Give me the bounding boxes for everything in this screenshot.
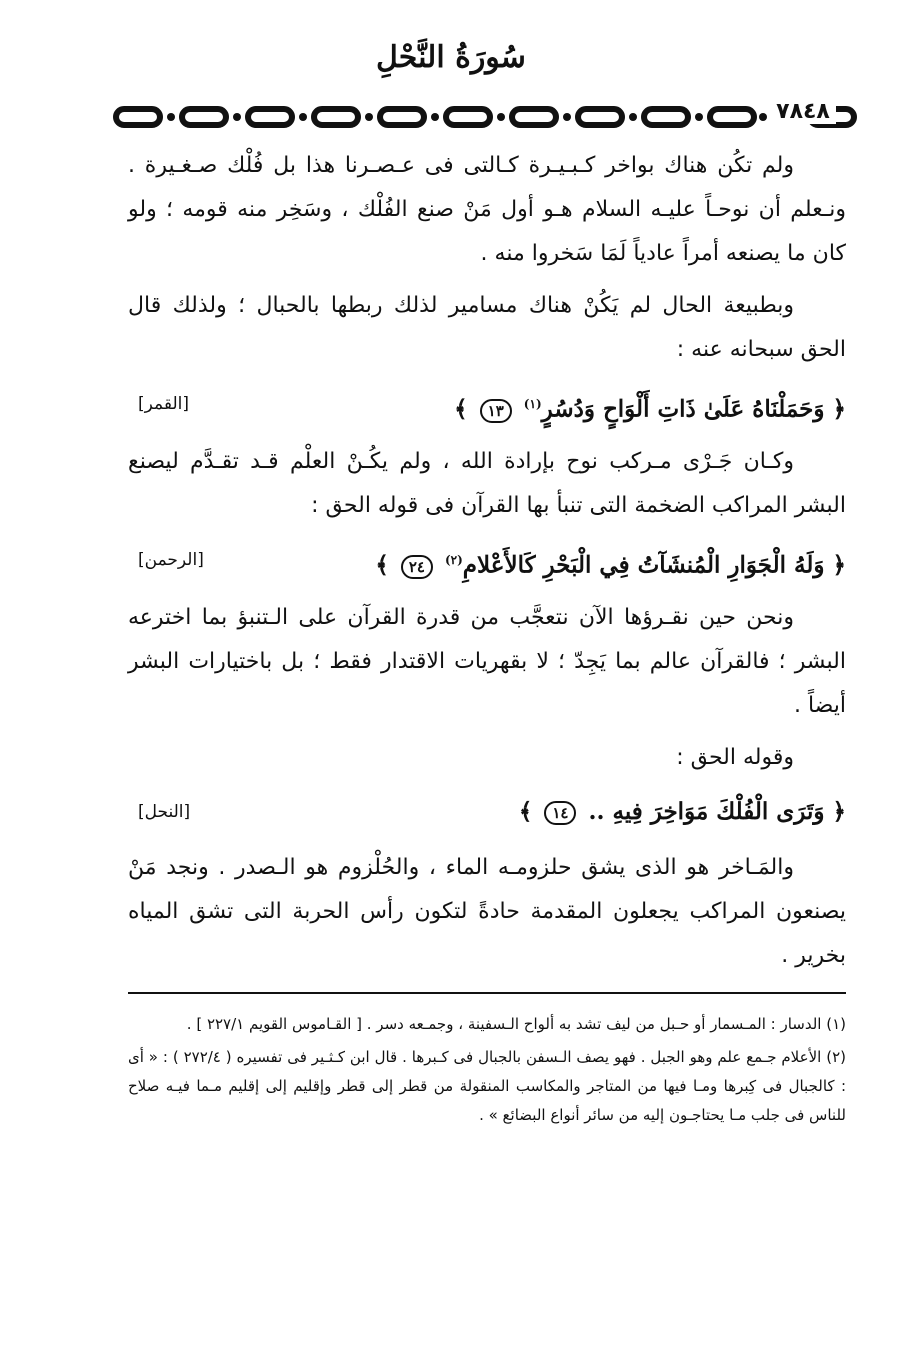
footnotes xyxy=(128,1010,846,1134)
ayah-number: ٢٤ xyxy=(401,555,433,579)
quran-verse xyxy=(375,538,846,588)
paragraph-4: ونحن حين نقـرؤها الآن نتعجَّب من قدرة القرآن على الـتنبؤ بما اخترعه البشر ؛ فالقرآن عالم بما يَجِدّ ؛ لا بقهريات الاقتدار فقط ؛ بل باختيارات البشر أيضاً . xyxy=(128,605,846,718)
footnote-2: (٢) الأعلام جـمع علم وهو الجبل . فهو يصف الـسفن بالجبال فى كـبرها . قال ابن كـثـير فى تفسيره ( ٢٧٢/٤ ) : « أى : كالجبال فى كِبرها ومـا فيها من المتاجر والمكاسب المنقولة من قطر إلى قطر وإقليم إلى إقليم مـما فيـه صلاح للناس فى جلب مـا يحتاجـون إليه من سائر أنواع البضائع » . xyxy=(128,1048,846,1124)
verse-close: ﴾ xyxy=(454,395,468,423)
footnote-mark: (١) xyxy=(523,397,542,411)
verse-text: ﴿ وَتَرَى الْفُلْكَ مَوَاخِرَ فِيهِ .. xyxy=(588,798,846,825)
quran-verse xyxy=(519,790,846,834)
paragraph-2: وبطبيعة الحال لم يَكُنْ هناك مسامير لذلك ربطها بالحبال ؛ ولذلك قال الحق سبحانه عنه : xyxy=(128,293,846,362)
quran-verse xyxy=(454,382,846,432)
verse-row-nahl xyxy=(128,790,846,834)
paragraph-6: والمَـاخر هو الذى يشق حلزومـه الماء ، والحُلْزوم هو الـصدر . ونجد مَنْ يصنعون المراكب يجعلون المقدمة حادةً لتكون رأس الحربة التى تشق المياه بخرير . xyxy=(128,855,846,968)
verse-text: ﴿ وَحَمَلْنَاهُ عَلَىٰ ذَاتِ أَلْوَاحٍ وَدُسُرٍ xyxy=(541,395,846,423)
verse-text: ﴿ وَلَهُ الْجَوَارِ الْمُنشَآتُ فِي الْبَحْرِ كَالأَعْلامِ xyxy=(462,551,846,579)
footnote-divider xyxy=(128,992,846,994)
page-number: ٧٨٤٨ xyxy=(770,99,836,124)
surah-title: سُورَةُ النَّحْلِ xyxy=(376,40,526,75)
paragraph-1: ولم تكُن هناك بواخر كـبـيـرة كـالتى فى عـصـرنا هذا بل فُلْك صـغـيرة . ونـعلم أن نوحـاً عليـه السلام هـو أول مَنْ صنع الفُلْك ، وسَخِر منه قومه ؛ ولو كان ما يصنعه أمراً عادياً لَمَا سَخروا منه . xyxy=(128,153,846,266)
footnote-1: (١) الدسار : المـسمار أو حـبل من ليف تشد به ألواح الـسفينة ، وجمـعه دسر . [ القـاموس القويم ٢٢٧/١ ] . xyxy=(186,1015,846,1033)
paragraph-3: وكـان جَـرْى مـركب نوح بإرادة الله ، ولم يكُـنْ العلْم قـد تقـدَّم ليصنع البشر المراكب الضخمة التى تنبأ بها القرآن فى قوله الحق : xyxy=(128,449,846,518)
verse-close: ﴾ xyxy=(518,798,533,825)
surah-reference: [الرحمن] xyxy=(138,550,204,570)
verse-row-qamar xyxy=(128,382,846,426)
verse-close: ﴾ xyxy=(375,551,389,579)
ayah-number: ١٤ xyxy=(544,801,576,825)
ayah-number: ١٣ xyxy=(480,399,512,423)
paragraph-5: وقوله الحق : xyxy=(676,745,794,770)
verse-row-rahman xyxy=(128,538,846,582)
surah-reference: [النحل] xyxy=(138,802,191,822)
surah-reference: [القمر] xyxy=(138,394,189,414)
chain-ornament xyxy=(112,100,858,134)
footnote-mark: (٢) xyxy=(444,553,463,567)
